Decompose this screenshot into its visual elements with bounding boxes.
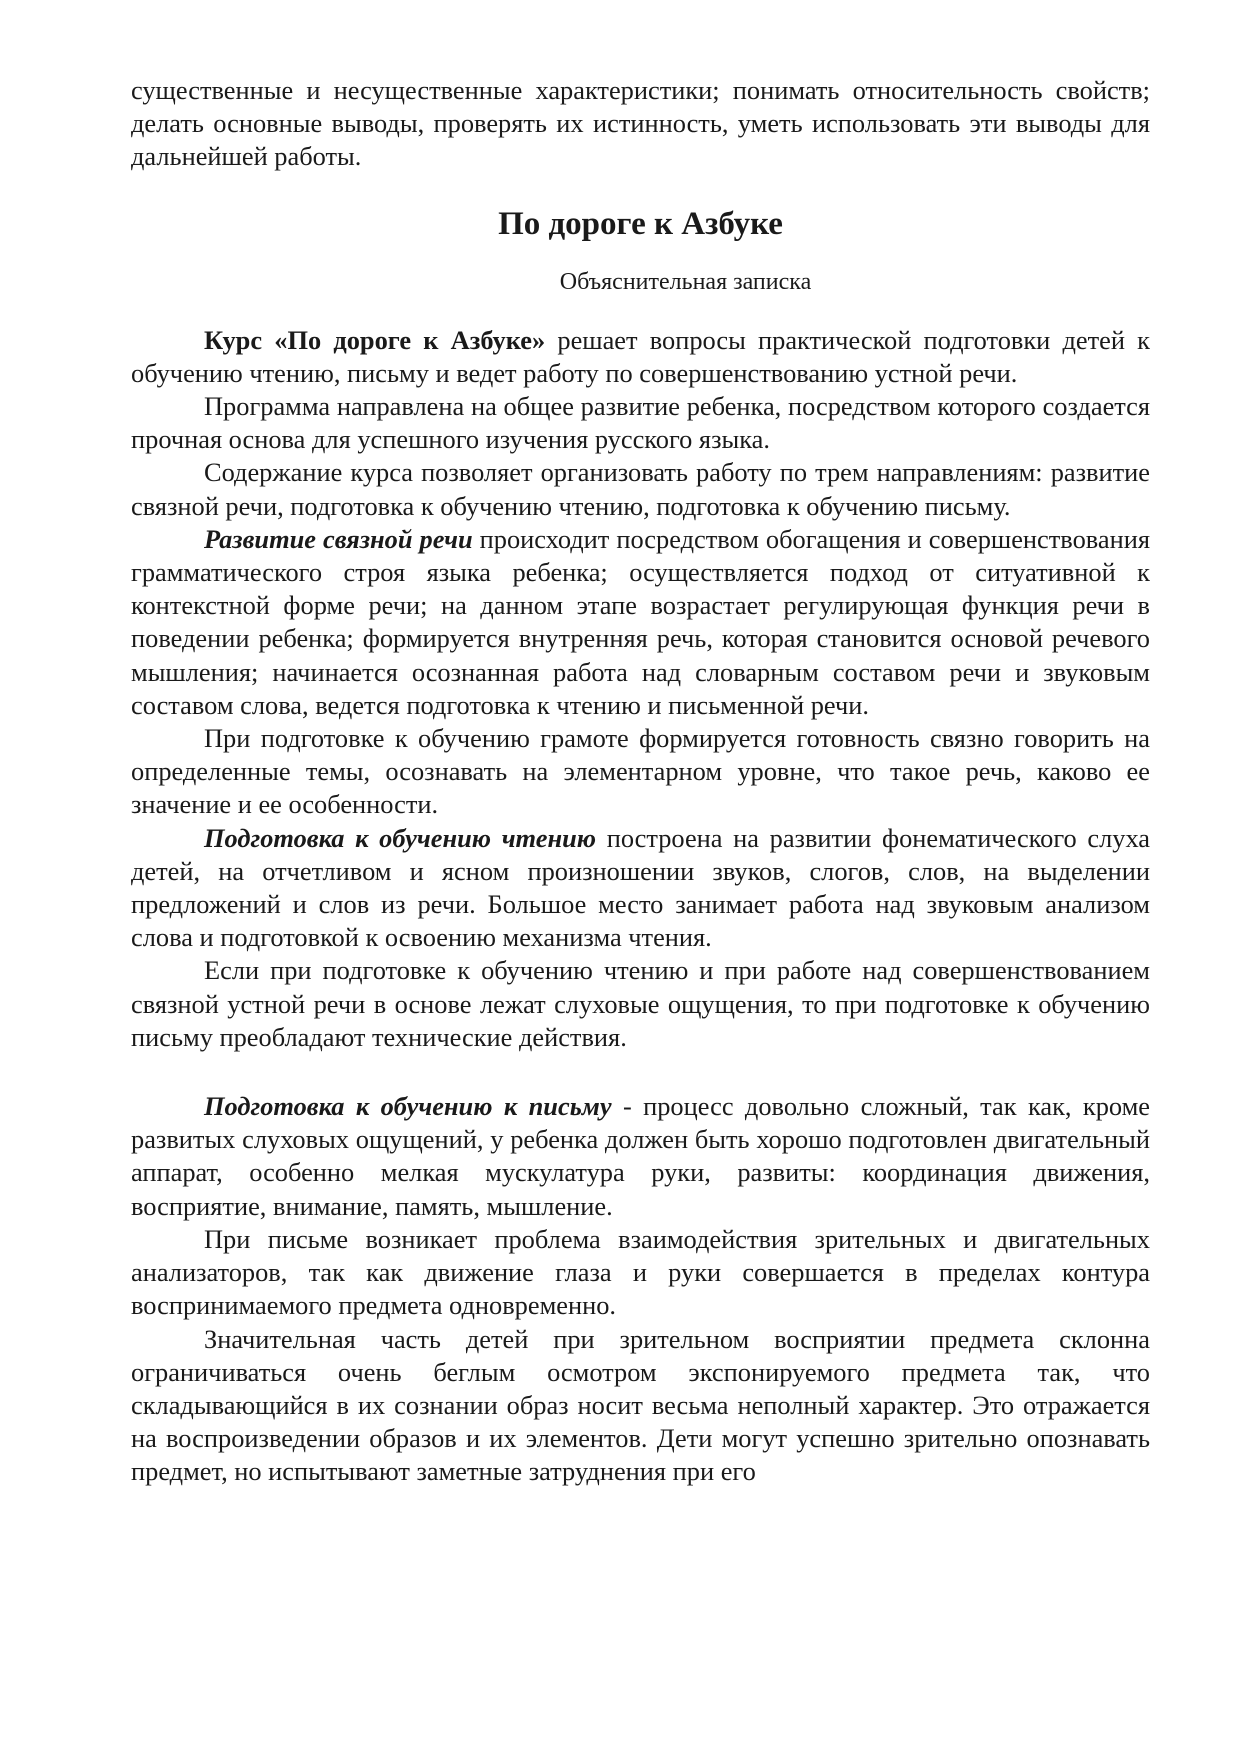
reading-prep-text: построена на развитии фонематического слуха детей, на отчетливом и ясном произношении звуков, слогов, слов, на выделении предложений и слов из речи. Большое место занимает работа над звуковым анализом слова и подготовкой к освоению механизма чтения. [131,822,1151,953]
paragraph-literacy: При подготовке к обучению грамоте формируется готовность связно говорить на определенные темы, осознавать на элементарном уровне, что такое речь, каково ее значение и ее особенности. [131,723,1150,820]
paragraph-program: Программа направлена на общее развитие ребенка, посредством которого создается прочная основа для успешного изучения русского языка. [131,391,1150,455]
paragraph-writing-problem: При письме возникает проблема взаимодействия зрительных и двигательных анализаторов, так как движение глаза и руки совершается в пределах контура воспринимаемого предмета одновременно. [131,1223,1150,1321]
speech-development-text: происходит посредством обогащения и совершенствования грамматического строя языка ребенка; осуществляется подход от ситуативной к контекстной форме речи; на данном этапе возрастает регулирующая функция речи в поведении ребенка; формируется внутренняя речь, которая становится основой речевого мышления; начинается осознанная работа над словарным составом речи и звуковым составом слова, ведется подготовка к чтению и письменной речи. [131,523,1150,720]
section-title: По дороге к Азбуке [498,205,783,242]
paragraph-content: Содержание курса позволяет организовать работу по трем направлениям: развитие связной речи, подготовка к обучению чтению, подготовка к обучению письму. [131,457,1150,521]
speech-development-term: Развитие связной речи [204,523,473,554]
paragraph-comparison: Если при подготовке к обучению чтению и при работе над совершенствованием связной устной речи в основе лежат слуховые ощущения, то при подготовке к обучению письму преобладают технические действия. [131,955,1150,1052]
section-subtitle: Объяснительная записка [559,268,812,295]
paragraph-speech-development [131,523,1150,722]
page-content [131,74,1150,1489]
course-name: Курс «По дороге к Азбуке» [204,324,546,355]
paragraph-gap [131,1054,1150,1090]
paragraph-course-text: решает вопросы практической подготовки детей к обучению чтению, письму и ведет работу по совершенствованию устной речи. [131,324,1150,388]
writing-prep-term: Подготовка к обучению к письму [204,1091,612,1122]
paragraph-reading-prep [131,822,1150,955]
paragraph-course [131,324,1150,390]
writing-prep-text: - процесс довольно сложный, так как, кроме развитых слуховых ощущений, у ребенка должен быть хорошо подготовлен двигательный аппарат, особенно мелкая мускулатура руки, развиты: координация движения, восприятие, внимание, память, мышление. [131,1091,1150,1221]
reading-prep-term: Подготовка к обучению чтению [204,822,597,853]
paragraph-perception: Значительная часть детей при зрительном восприятии предмета склонна ограничиваться очень беглым осмотром экспонируемого предмета так, что складывающийся в их сознании образ носит весьма неполный характер. Это отражается на воспроизведении образов и их элементов. Дети могут успешно зрительно опознавать предмет, но испытывают заметные затруднения при его [131,1323,1150,1487]
paragraph-writing-prep [131,1090,1150,1223]
intro-paragraph: существенные и несущественные характеристики; понимать относительность свойств; делать основные выводы, проверять их истинность, уметь использовать эти выводы для дальнейшей работы. [131,75,1150,172]
